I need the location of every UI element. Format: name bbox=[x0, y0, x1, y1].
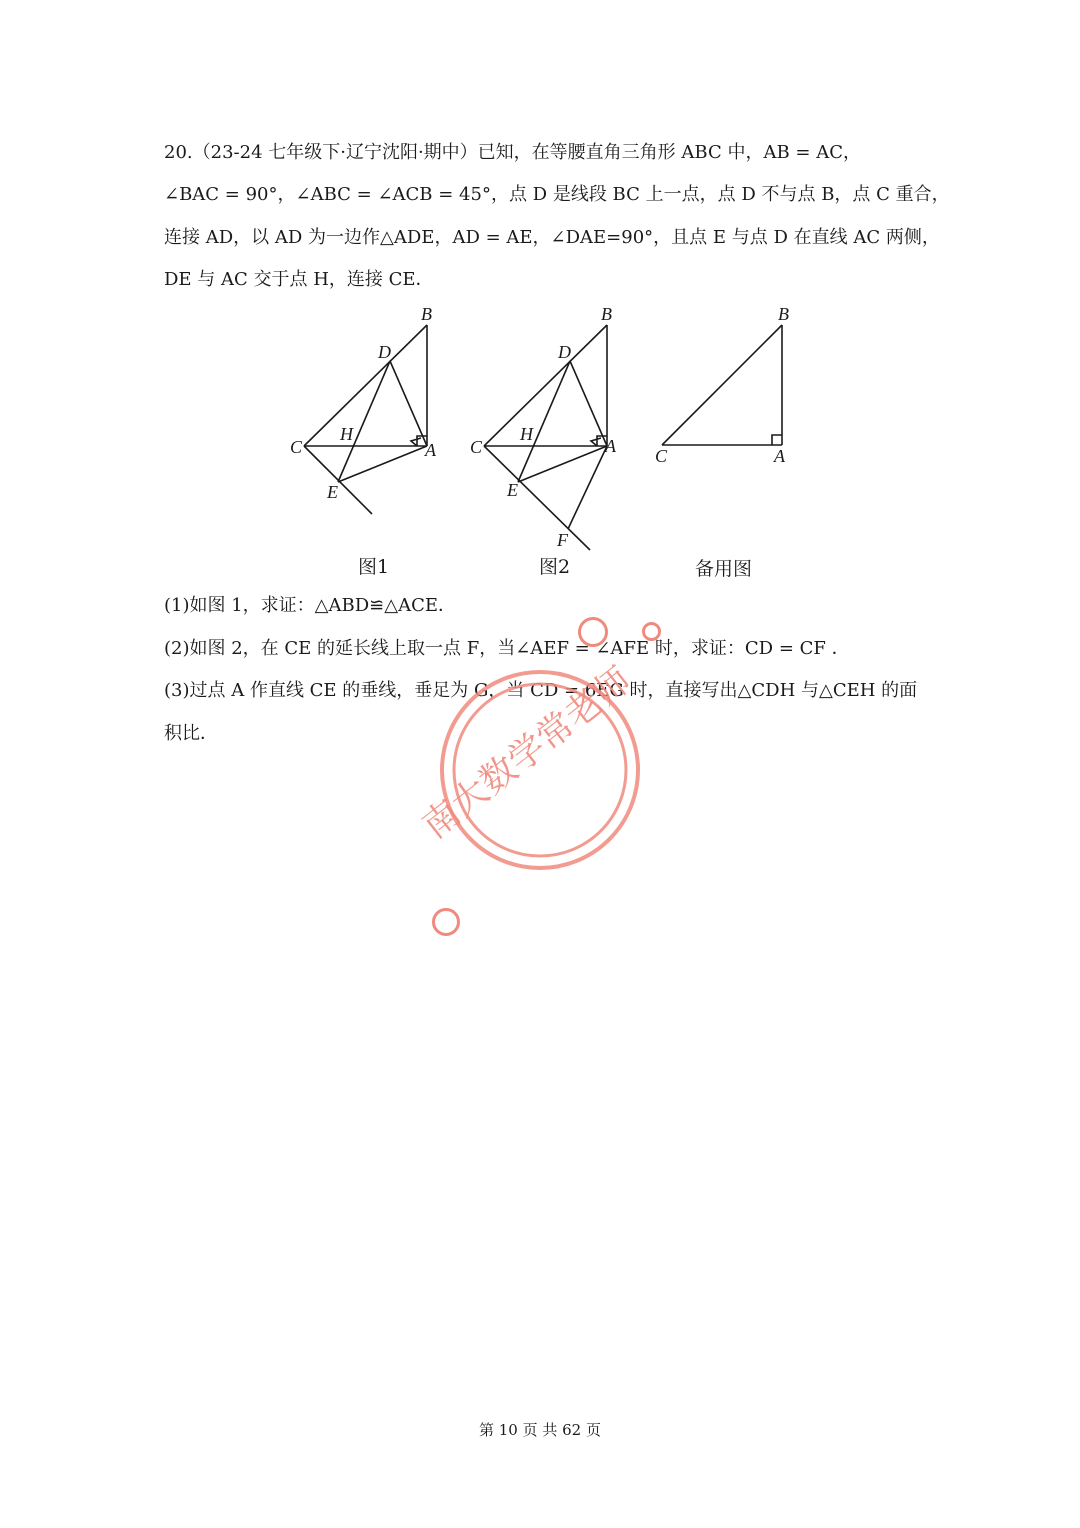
right-angle-mark bbox=[772, 435, 782, 445]
segment-bc bbox=[484, 325, 607, 446]
caption-figure-3: 备用图 bbox=[695, 558, 753, 580]
problem-line-4: DE 与 AC 交于点 H，连接 CE． bbox=[164, 269, 434, 290]
segment-af bbox=[568, 446, 607, 529]
label-b: B bbox=[601, 304, 612, 324]
label-c: C bbox=[470, 437, 483, 457]
segment-ad bbox=[390, 361, 427, 446]
segment-ce-extended bbox=[304, 446, 372, 514]
question-3-line-2: 积比． bbox=[164, 723, 218, 744]
segment-bc bbox=[662, 325, 782, 445]
decor-circle bbox=[432, 908, 460, 936]
segment-cf-extended bbox=[484, 446, 590, 550]
label-f: F bbox=[557, 530, 568, 550]
watermark-text: 南大数学常老师 bbox=[415, 659, 640, 848]
label-c: C bbox=[290, 437, 303, 457]
caption-figure-1: 图1 bbox=[358, 556, 390, 578]
problem-line-1: 20.（23-24 七年级下·辽宁沈阳·期中）已知，在等腰直角三角形 ABC 中，AB = AC， bbox=[164, 142, 861, 163]
label-a: A bbox=[605, 436, 616, 456]
label-a: A bbox=[425, 440, 436, 460]
figure-1 bbox=[280, 300, 450, 530]
right-angle-mark-2 bbox=[591, 438, 601, 446]
label-h: H bbox=[340, 424, 353, 444]
problem-line-2: ∠BAC = 90°，∠ABC = ∠ACB = 45°，点 D 是线段 BC 上一点，点 D 不与点 B，点 C 重合， bbox=[164, 184, 950, 205]
question-2: (2)如图 2，在 CE 的延长线上取一点 F，当∠AEF = ∠AFE 时，求证：CD = CF ． bbox=[164, 638, 850, 659]
label-d: D bbox=[558, 342, 571, 362]
problem-line-3: 连接 AD，以 AD 为一边作△ADE，AD = AE，∠DAE=90°，且点 E 与点 D 在直线 AC 两侧， bbox=[164, 227, 940, 248]
label-h: H bbox=[520, 424, 533, 444]
question-1: (1)如图 1，求证：△ABD≌△ACE． bbox=[164, 595, 457, 616]
label-e: E bbox=[507, 480, 518, 500]
label-e: E bbox=[327, 482, 338, 502]
label-b: B bbox=[421, 304, 432, 324]
segment-ad bbox=[570, 361, 607, 446]
segment-bc bbox=[304, 325, 427, 446]
label-d: D bbox=[378, 342, 391, 362]
figure-2 bbox=[460, 300, 630, 560]
page-footer: 第 10 页 共 62 页 bbox=[478, 1421, 601, 1439]
label-c: C bbox=[655, 446, 668, 466]
label-b: B bbox=[778, 304, 789, 324]
right-angle-mark-2 bbox=[411, 438, 421, 446]
figure-3 bbox=[645, 300, 815, 480]
question-3-line-1: (3)过点 A 作直线 CE 的垂线，垂足为 G，当 CD = 6EG 时，直接写出△CDH 与△CEH 的面 bbox=[164, 680, 918, 701]
caption-figure-2: 图2 bbox=[539, 556, 571, 578]
label-a: A bbox=[774, 446, 785, 466]
watermark-stamp bbox=[400, 600, 660, 890]
